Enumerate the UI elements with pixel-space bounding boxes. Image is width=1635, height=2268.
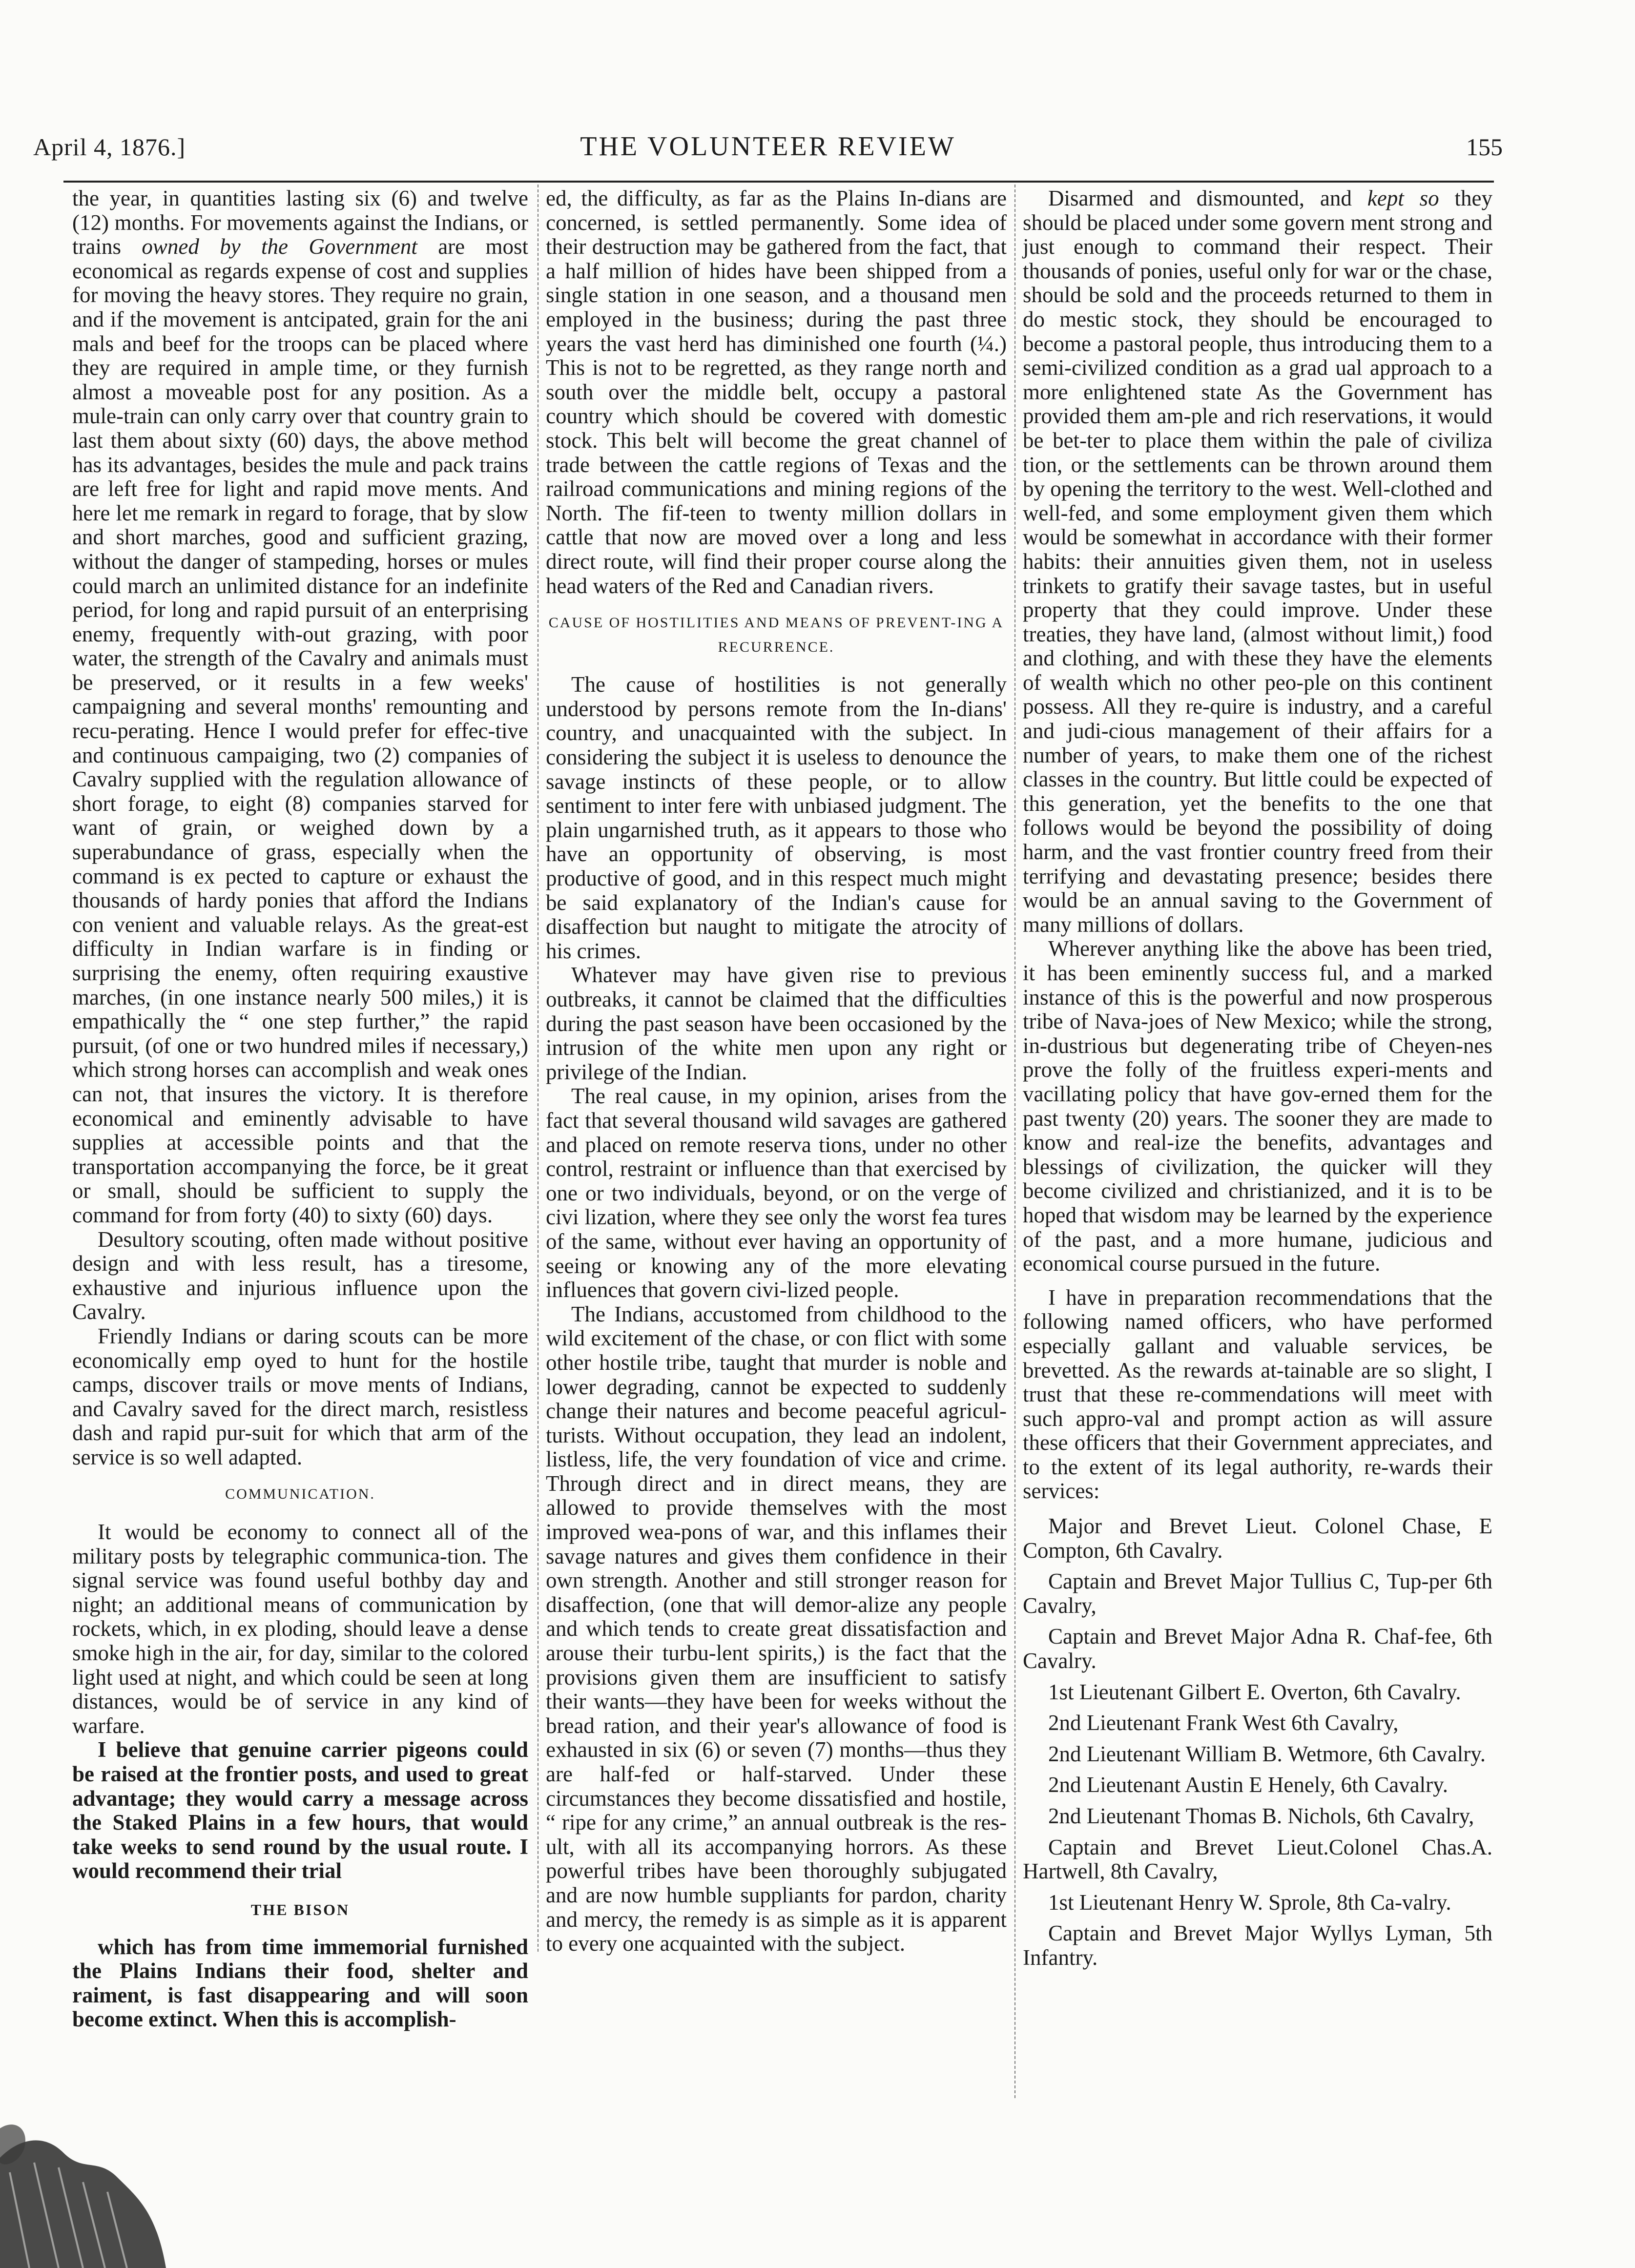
officer-entry: Captain and Brevet Major Adna R. Chaf-fee, 6th Cavalry.	[1023, 1624, 1492, 1673]
paragraph: ed, the difficulty, as far as the Plains In-dians are concerned, is settled permanently. Some idea of their destruction may be gathered from the fact, that a half million of hides have been shipped from a single station in one season, and a thousand men employed in the business; during the past three years the vast herd has diminished one fourth (¼.) This is not to be regretted, as they range north and south over the middle belt, occupy a pastoral country which should be covered with domestic stock. This belt will become the great channel of trade between the cattle regions of Texas and the railroad communications and mining regions of the North. The fif-teen to twenty million dollars in cattle that now are moved over a long and less direct route, will find their proper course along the head waters of the Red and Canadian rivers.	[546, 186, 1007, 598]
section-heading-communication: COMMUNICATION.	[225, 1486, 375, 1503]
paragraph: Desultory scouting, often made without positive design and with less result, has a tiresome, exhaustive and injurious influence upon the Cavalry.	[72, 1227, 528, 1324]
paragraph-text: the year, in quantities lasting six (6) and twelve (12) months. For movements against the Indians, or trains	[72, 186, 528, 259]
officer-list	[1023, 1514, 1492, 1970]
paragraph: Friendly Indians or daring scouts can be more economically emp oyed to hunt for the hostile camps, discover trails or move ments of Indians, and Cavalry saved for the direct march, resistless dash and rapid pur-suit for which that arm of the service is so well adapted.	[72, 1323, 528, 1469]
paragraph: I believe that genuine carrier pigeons could be raised at the frontier posts, and used to great advantage; they would carry a message across the Staked Plains in a few hours, that would take weeks to send round by the usual route. I would recommend their trial	[72, 1737, 528, 1883]
paragraph	[1023, 186, 1492, 937]
paragraph: The real cause, in my opinion, arises from the fact that several thousand wild savages are gathered and placed on remote reserva tions, under no other control, restraint or influence than that exercised by one or two individuals, beyond, or on the verge of civi lization, where they see only the worst fea tures of the same, without ever having an opportunity of seeing or knowing any of the more elevating influences that govern civi-lized people.	[546, 1084, 1007, 1302]
officer-entry: 2nd Lieutenant Thomas B. Nichols, 6th Cavalry,	[1048, 1804, 1474, 1828]
officer-entry: Major and Brevet Lieut. Colonel Chase, E Compton, 6th Cavalry.	[1023, 1514, 1492, 1563]
paragraph: Whatever may have given rise to previous outbreaks, it cannot be claimed that the difficulties during the past season have been occasioned by the intrusion of the white men upon any right or privilege of the Indian.	[546, 963, 1007, 1084]
paragraph-italic-text: kept so	[1367, 186, 1439, 210]
column-1	[72, 186, 528, 2032]
section-heading-cause: CAUSE OF HOSTILITIES AND MEANS OF PREVENT-ING A RECURRENCE.	[548, 615, 1004, 655]
masthead-rule	[63, 181, 1494, 183]
column-3	[1023, 186, 1492, 1977]
paragraph: The Indians, accustomed from childhood to the wild excitement of the chase, or con flict with some other hostile tribe, taught that murder is noble and lower degrading, cannot be expected to suddenly change their natures and become peaceful agricul-turists. Without occupation, they lead an indolent, listless, life, the very foundation of vice and crime. Through direct and in direct means, they are allowed to provide themselves with the most improved wea-pons of war, and this inflames their savage natures and gives them confidence in their own strength. Another and still stronger reason for disaffection, (one that will demor-alize any people and which tends to create great dissatisfaction and arouse their turbu-lent spirits,) is the fact that the provisions given them are insufficient to satisfy their wants—they have been for weeks without the bread ration, and their year's allowance of food is exhausted in six (6) or seven (7) months—thus they are half-fed or half-starved. Under these circumstances they become dissatisfied and hostile, “ ripe for any crime,” an annual outbreak is the res-ult, with all its accompanying horrors. As these powerful tribes have been thoroughly subjugated and are now humble suppliants for pardon, charity and mercy, the remedy is as simple as it is apparent to every one acquainted with the subject.	[546, 1301, 1007, 1956]
paragraph	[72, 186, 528, 1228]
masthead	[33, 128, 1503, 172]
officer-entry: 2nd Lieutenant William B. Wetmore, 6th Cavalry.	[1048, 1741, 1486, 1766]
officer-entry: Captain and Brevet Major Wyllys Lyman, 5th Infantry.	[1023, 1921, 1492, 1970]
officer-entry: 1st Lieutenant Henry W. Sprole, 8th Ca-valry.	[1048, 1890, 1451, 1915]
column-divider	[1014, 185, 1015, 2098]
section-heading-bison: THE BISON	[250, 1900, 350, 1918]
officer-entry: Captain and Brevet Major Tullius C, Tup-per 6th Cavalry,	[1023, 1569, 1492, 1618]
officer-entry: Captain and Brevet Lieut.Colonel Chas.A. Hartwell, 8th Cavalry,	[1023, 1835, 1492, 1884]
paragraph: I have in preparation recommendations that the following named officers, who have performed especially gallant and valuable services, be brevetted. As the rewards at-tainable are so slight, I trust that these re-commendations will meet with such appro-val and prompt action as will assure these officers that their Government appreciates, and to the extent of its legal authority, re-wards their services:	[1023, 1285, 1492, 1504]
paragraph-italic-text: owned by the Government	[142, 234, 417, 259]
paragraph-text: they should be placed under some govern ment strong and just enough to command their respect. Their thousands of ponies, useful only for war or the chase, should be sold and the proceeds returned to them in do mestic stock, they should be encouraged to become a pastoral people, thus introducing them to a semi-civilized condition as a grad ual approach to a more enlightened state As the Government has provided them am-ple and rich reservations, it would be bet-ter to place them within the pale of civiliza tion, or the settlements can be thrown around them by opening the territory to the west. Well-clothed and well-fed, and some employment given them which would be somewhat in accordance with their former habits: their annuities given them, not in useless trinkets to gratify their savage tastes, but in useful property that they could improve. Under these treaties, they have land, (almost without limit,) food and clothing, and with these they have the elements of wealth which no other peo-ple on this continent possess. All they re-quire is industry, and a careful and judi-cious management of their affairs for a number of years, to make them one of the richest classes in the country. But little could be expected of this generation, yet the benefits to the one that follows would be beyond the possibility of doing harm, and the vast frontier country freed from their terrifying and devastating presence; besides there would be an annual saving to the Government of many millions of dollars.	[1023, 186, 1493, 937]
paragraph: It would be economy to connect all of the military posts by telegraphic communica-tion. The signal service was found useful bothby day and night; an additional means of communication by rockets, which, in ex ploding, should leave a dense smoke high in the air, for day, similar to the colored light used at night, and which could be seen at long distances, would be of service in any kind of warfare.	[72, 1520, 528, 1738]
paragraph-text: Disarmed and dismounted, and	[1048, 186, 1352, 210]
issue-date: April 4, 1876.]	[33, 133, 186, 161]
publication-title: THE VOLUNTEER REVIEW	[580, 131, 956, 162]
officer-entry: 1st Lieutenant Gilbert E. Overton, 6th Cavalry.	[1048, 1679, 1461, 1704]
officer-entry: 2nd Lieutenant Frank West 6th Cavalry,	[1048, 1711, 1399, 1735]
paragraph-text: are most economical as regards expense of cost and supplies for moving the heavy stores. They require no grain, and if the movement is antcipated, grain for the ani mals and beef for the troops can be placed where they are required in ample time, or they furnish almost a moveable post for any position. As a mule-train can only carry over that country grain to last them about sixty (60) days, the above method has its advantages, besides the mule and pack trains are left free for light and rapid move ments. And here let me remark in regard to forage, that by slow and short marches, good and sufficient grazing, without the danger of stampeding, horses or mules could march an unlimited distance for an indefinite period, for long and rapid pursuit of an enterprising enemy, frequently with-out grazing, with poor water, the strength of the Cavalry and animals must be preserved, or it results in a few weeks' campaigning and several months' remounting and recu-perating. Hence I would prefer for effec-tive and continuous campaiging, two (2) companies of Cavalry supplied with the regulation allowance of short forage, to eight (8) companies starved for want of grain, or weighed down by a superabundance of grass, especially when the command is ex pected to capture or exhaust the thousands of hardy ponies that afford the Indians con venient and valuable relays. As the great-est difficulty in Indian warfare is in finding or surprising the enemy, often requiring exaustive marches, (in one instance nearly 500 miles,) it is empathically the “ one step further,” the rapid pursuit, (of one or two hundred miles if necessary,) which strong horses can accomplish and weak ones can not, that insures the victory. It is therefore economical and eminently advisable to have supplies at accessible points and that the transportation accompanying the force, be it great or small, should be sufficient to supply the command for from forty (40) to sixty (60) days.	[72, 234, 529, 1227]
paragraph: Wherever anything like the above has been tried, it has been eminently success ful, and a marked instance of this is the powerful and now prosperous tribe of Nava-joes of New Mexico; while the strong, in-dustrious but degenerating tribe of Cheyen-nes prove the folly of the fruitless experi-ments and vacillating policy that have gov-erned them for the past twenty (20) years. The sooner they are made to know and real-ize the benefits, advantages and blessings of civilization, the quicker will they become civilized and christianized, and it is to be hoped that wisdom may be learned by the experience of the past, and a more humane, judicious and economical course pursued in the future.	[1023, 936, 1492, 1276]
column-2	[546, 186, 1007, 1956]
scan-damage-mark	[0, 2099, 186, 2268]
page-number: 155	[1466, 133, 1503, 161]
paragraph: The cause of hostilities is not generally understood by persons remote from the In-dians' country, and unacquainted with the subject. In considering the subject it is useless to denounce the savage instincts of these people, or to allow sentiment to inter fere with unbiased judgment. The plain ungarnished truth, as it appears to those who have an opportunity of observing, is most productive of good, and in this respect much might be said explanatory of the Indian's cause for disaffection but naught to mitigate the atrocity of his crimes.	[546, 672, 1007, 963]
officer-entry: 2nd Lieutenant Austin E Henely, 6th Cavalry.	[1048, 1773, 1448, 1797]
paragraph: which has from time immemorial furnished the Plains Indians their food, shelter and raiment, is fast disappearing and will soon become extinct. When this is accomplish-	[72, 1934, 528, 2032]
